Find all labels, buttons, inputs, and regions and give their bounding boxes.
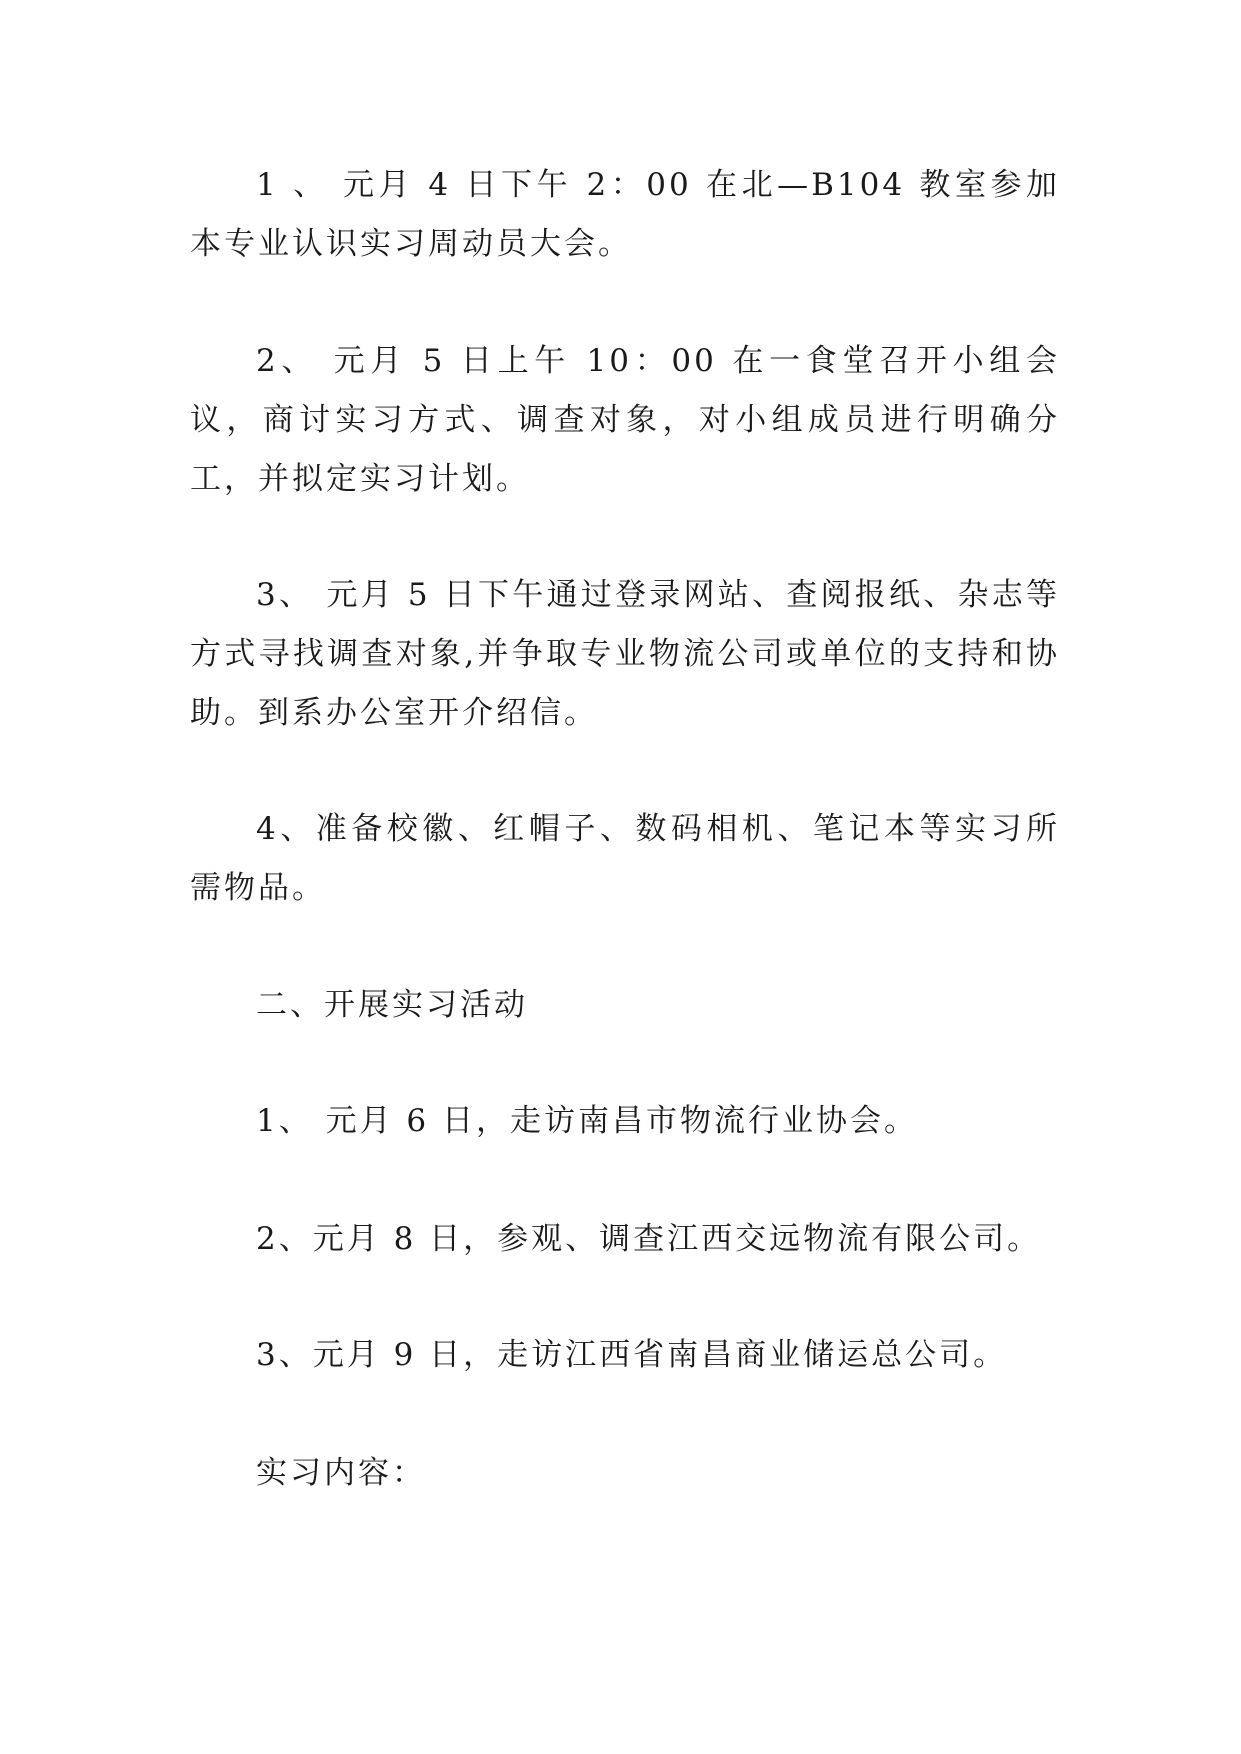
section-heading-3: 实习内容： xyxy=(256,1455,426,1491)
section-heading-2: 二、开展实习活动 xyxy=(256,987,528,1023)
paragraph-6: 2、元月 8 日，参观、调查江西交远物流有限公司。 xyxy=(256,1221,1042,1257)
paragraph-1: 1 、 元月 4 日下午 2：00 在北—B104 教室参加本专业认识实习周动员大会。 xyxy=(190,167,1060,262)
paragraph-2: 2、 元月 5 日上午 10：00 在一食堂召开小组会议，商讨实习方式、调查对象，对小组成员进行明确分工，并拟定实习计划。 xyxy=(190,343,1060,497)
paragraph-5: 1、 元月 6 日，走访南昌市物流行业协会。 xyxy=(256,1103,919,1139)
paragraph-7: 3、元月 9 日，走访江西省南昌商业储运总公司。 xyxy=(256,1337,1008,1373)
paragraph-3: 3、 元月 5 日下午通过登录网站、查阅报纸、杂志等方式寻找调查对象,并争取专业物流公司或单位的支持和协助。到系办公室开介绍信。 xyxy=(190,577,1060,731)
paragraph-4: 4、准备校徽、红帽子、数码相机、笔记本等实习所需物品。 xyxy=(190,811,1060,906)
